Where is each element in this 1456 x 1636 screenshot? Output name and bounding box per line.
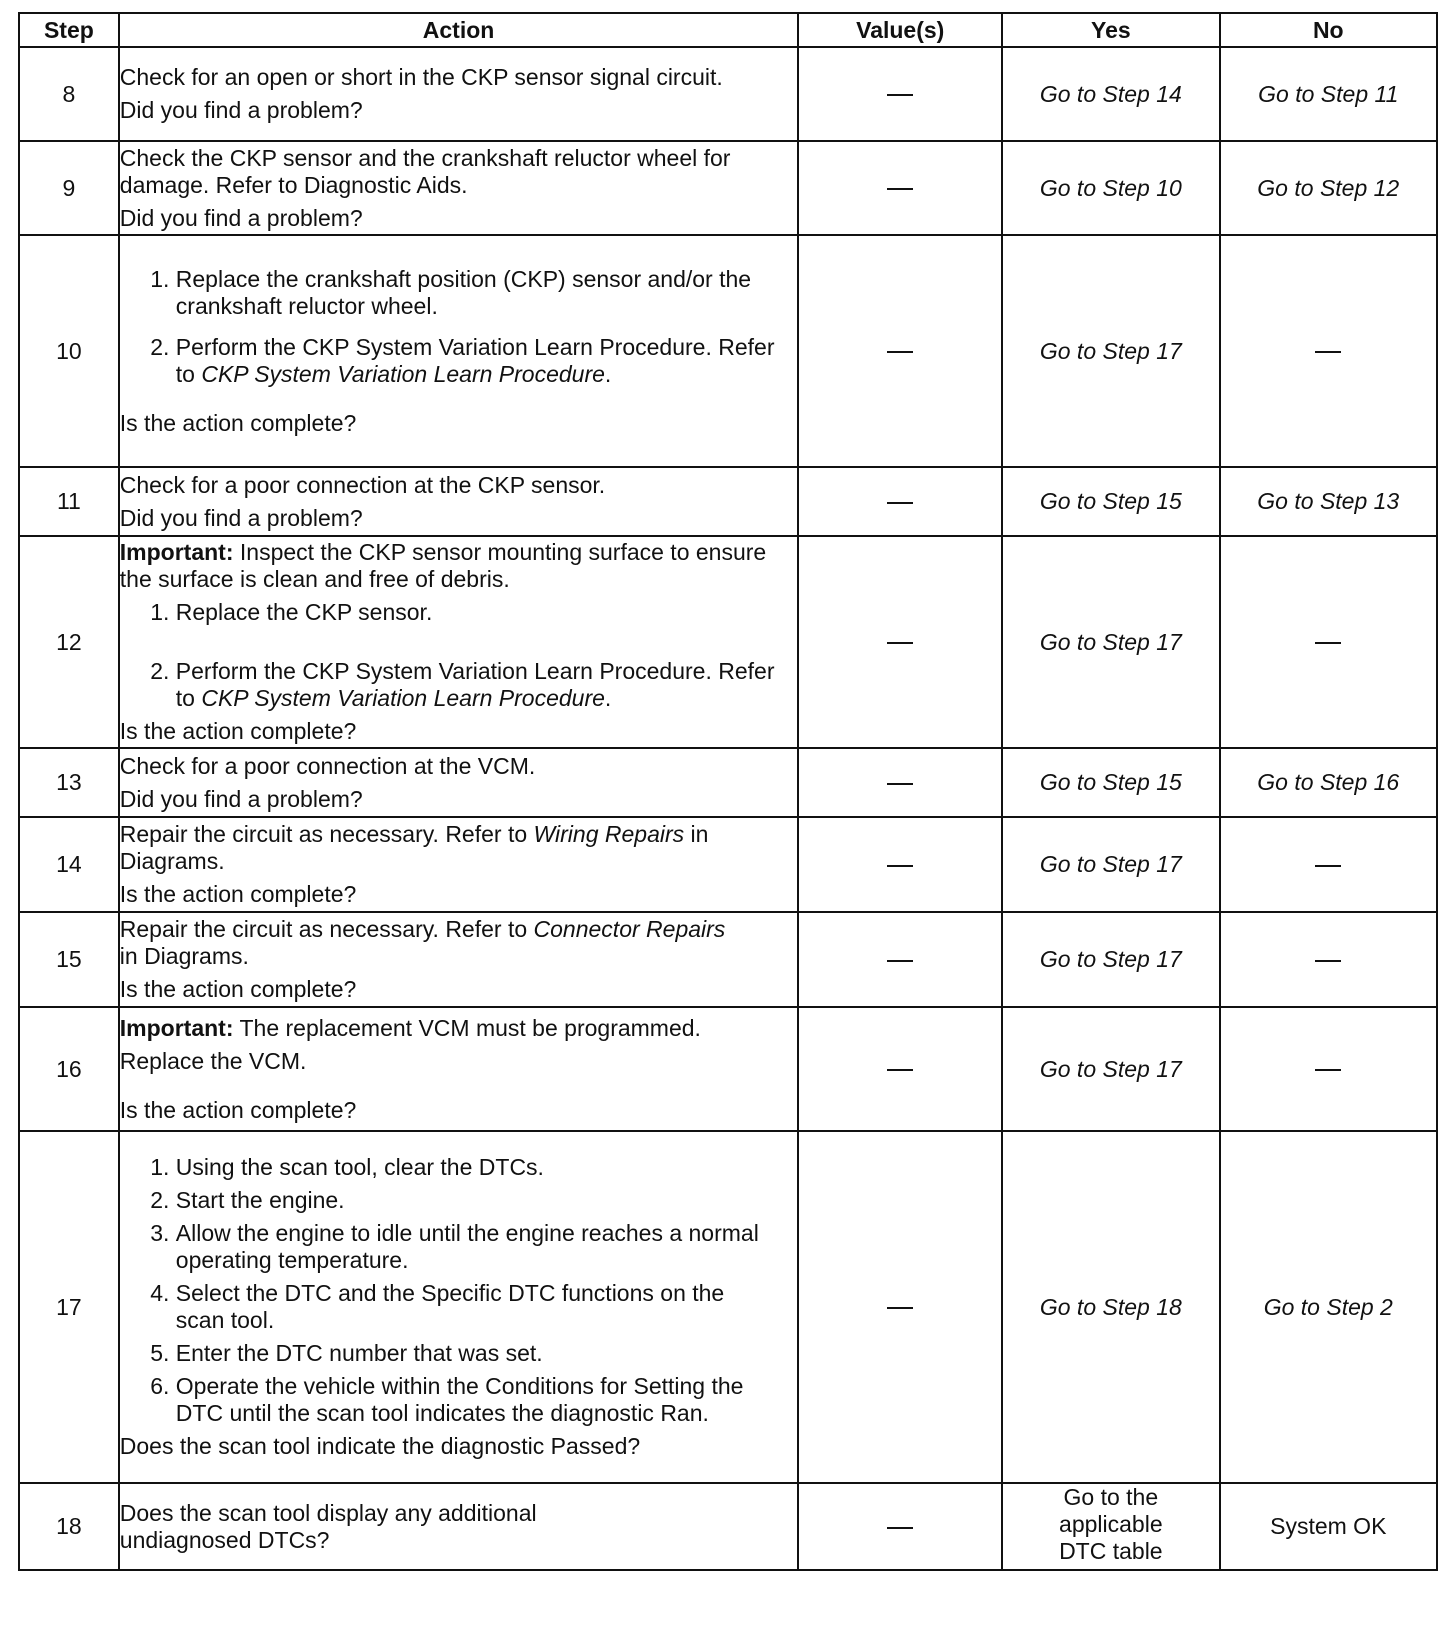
value-cell bbox=[798, 912, 1002, 1007]
value-cell bbox=[798, 1131, 1002, 1483]
step-number: 14 bbox=[19, 817, 119, 912]
value-cell bbox=[798, 47, 1002, 141]
action-text: Check for a poor connection at the VCM. bbox=[119, 752, 536, 779]
action-question: Is the action complete? bbox=[119, 976, 357, 1002]
no-cell bbox=[1220, 1007, 1437, 1131]
step-number: 18 bbox=[19, 1483, 119, 1570]
dash-mark bbox=[887, 642, 913, 644]
no-cell: Go to Step 13 bbox=[1220, 467, 1437, 536]
value-cell bbox=[798, 1007, 1002, 1131]
action-cell bbox=[119, 1007, 799, 1131]
yes-cell: Go to Step 10 bbox=[1002, 141, 1219, 235]
value-cell bbox=[798, 141, 1002, 235]
dash-mark bbox=[1315, 865, 1341, 867]
dash-mark bbox=[887, 1307, 913, 1309]
action-text: Check for a poor connection at the CKP sensor. bbox=[119, 471, 606, 498]
action-cell bbox=[119, 141, 799, 235]
list-item: 1. Replace the crankshaft position (CKP) sensor and/or the crankshaft reluctor wheel. bbox=[176, 266, 798, 320]
table-row bbox=[19, 1007, 1437, 1131]
yes-cell: Go to Step 17 bbox=[1002, 536, 1219, 748]
step-number: 8 bbox=[19, 47, 119, 141]
diagnostic-table bbox=[18, 12, 1438, 1571]
step-number: 9 bbox=[19, 141, 119, 235]
dash-mark bbox=[887, 351, 913, 353]
yes-cell: Go to Step 17 bbox=[1002, 1007, 1219, 1131]
action-cell bbox=[119, 536, 799, 748]
dash-mark bbox=[887, 783, 913, 785]
table-row bbox=[19, 1483, 1437, 1570]
action-question: Is the action complete? bbox=[119, 409, 357, 436]
yes-cell: Go to Step 14 bbox=[1002, 47, 1219, 141]
header-values: Value(s) bbox=[798, 13, 1002, 47]
table-row bbox=[19, 467, 1437, 536]
action-text: Repair the circuit as necessary. Refer to Connector Repairs in Diagrams. bbox=[119, 916, 726, 969]
list-item: 6. Operate the vehicle within the Conditions for Setting the DTC until the scan tool indicates the diagnostic Ran. bbox=[176, 1373, 768, 1427]
action-text: Replace the VCM. bbox=[119, 1047, 307, 1074]
action-question: Did you find a problem? bbox=[119, 504, 363, 531]
list-item: 2. Start the engine. bbox=[176, 1187, 768, 1214]
table-row bbox=[19, 235, 1437, 467]
header-action: Action bbox=[119, 13, 799, 47]
no-cell bbox=[1220, 536, 1437, 748]
action-cell bbox=[119, 467, 799, 536]
step-number: 15 bbox=[19, 912, 119, 1007]
value-cell bbox=[798, 748, 1002, 817]
action-cell bbox=[119, 748, 799, 817]
step-number: 11 bbox=[19, 467, 119, 536]
header-step: Step bbox=[19, 13, 119, 47]
no-cell: Go to Step 11 bbox=[1220, 47, 1437, 141]
yes-cell: Go to Step 17 bbox=[1002, 817, 1219, 912]
no-cell: System OK bbox=[1220, 1483, 1437, 1570]
no-cell bbox=[1220, 817, 1437, 912]
list-item: 2. Perform the CKP System Variation Learn Procedure. Refer to CKP System Variation Learn Procedure. bbox=[176, 658, 798, 712]
value-cell bbox=[798, 817, 1002, 912]
yes-cell: Go to Step 15 bbox=[1002, 467, 1219, 536]
action-question: Is the action complete? bbox=[119, 1096, 357, 1123]
action-steps bbox=[120, 599, 798, 712]
header-row bbox=[19, 13, 1437, 47]
table-row bbox=[19, 912, 1437, 1007]
list-item: 4. Select the DTC and the Specific DTC functions on the scan tool. bbox=[176, 1280, 768, 1334]
action-question: Does the scan tool indicate the diagnostic Passed? bbox=[119, 1433, 641, 1459]
action-steps bbox=[120, 1154, 798, 1427]
yes-cell: Go to Step 18 bbox=[1002, 1131, 1219, 1483]
list-item: 1. Using the scan tool, clear the DTCs. bbox=[176, 1154, 768, 1181]
table-row bbox=[19, 1131, 1437, 1483]
table-row bbox=[19, 141, 1437, 235]
no-cell bbox=[1220, 912, 1437, 1007]
action-question: Is the action complete? bbox=[119, 881, 357, 907]
action-cell bbox=[119, 912, 799, 1007]
value-cell bbox=[798, 1483, 1002, 1570]
no-cell: Go to Step 16 bbox=[1220, 748, 1437, 817]
dash-mark bbox=[887, 865, 913, 867]
important-note: Important: The replacement VCM must be programmed. bbox=[119, 1014, 701, 1041]
yes-cell: Go to Step 17 bbox=[1002, 912, 1219, 1007]
dash-mark bbox=[887, 188, 913, 190]
action-cell bbox=[119, 1483, 799, 1570]
dash-mark bbox=[887, 960, 913, 962]
yes-cell: Go to Step 15 bbox=[1002, 748, 1219, 817]
dash-mark bbox=[887, 1527, 913, 1529]
list-item: 2. Perform the CKP System Variation Learn Procedure. Refer to CKP System Variation Learn Procedure. bbox=[176, 334, 798, 388]
step-number: 12 bbox=[19, 536, 119, 748]
dash-mark bbox=[887, 1069, 913, 1071]
action-cell bbox=[119, 47, 799, 141]
action-question: Is the action complete? bbox=[119, 718, 357, 744]
action-steps bbox=[120, 266, 798, 388]
value-cell bbox=[798, 467, 1002, 536]
no-cell bbox=[1220, 235, 1437, 467]
list-item: 3. Allow the engine to idle until the engine reaches a normal operating temperature. bbox=[176, 1220, 768, 1274]
yes-cell: Go to the applicable DTC table bbox=[1002, 1483, 1219, 1570]
dash-mark bbox=[1315, 960, 1341, 962]
no-cell: Go to Step 12 bbox=[1220, 141, 1437, 235]
table-row bbox=[19, 748, 1437, 817]
dash-mark bbox=[887, 502, 913, 504]
action-cell bbox=[119, 1131, 799, 1483]
list-item: 1. Replace the CKP sensor. bbox=[176, 599, 798, 626]
dash-mark bbox=[1315, 642, 1341, 644]
action-text: Does the scan tool display any additional undiagnosed DTCs? bbox=[119, 1499, 537, 1553]
no-cell: Go to Step 2 bbox=[1220, 1131, 1437, 1483]
dash-mark bbox=[1315, 351, 1341, 353]
header-yes: Yes bbox=[1002, 13, 1219, 47]
step-number: 10 bbox=[19, 235, 119, 467]
value-cell bbox=[798, 536, 1002, 748]
important-note: Important: Inspect the CKP sensor mounting surface to ensure the surface is clean and free of debris. bbox=[119, 539, 767, 592]
action-cell bbox=[119, 235, 799, 467]
value-cell bbox=[798, 235, 1002, 467]
action-text: Repair the circuit as necessary. Refer to Wiring Repairs in Diagrams. bbox=[119, 821, 709, 874]
table-row bbox=[19, 47, 1437, 141]
action-text: Check for an open or short in the CKP sensor signal circuit. bbox=[119, 64, 723, 90]
step-number: 17 bbox=[19, 1131, 119, 1483]
yes-cell: Go to Step 17 bbox=[1002, 235, 1219, 467]
step-number: 13 bbox=[19, 748, 119, 817]
action-question: Did you find a problem? bbox=[119, 204, 363, 231]
step-number: 16 bbox=[19, 1007, 119, 1131]
action-text: Check the CKP sensor and the crankshaft reluctor wheel for damage. Refer to Diagnostic Aids. bbox=[119, 144, 731, 198]
dash-mark bbox=[1315, 1069, 1341, 1071]
dash-mark bbox=[887, 94, 913, 96]
action-cell bbox=[119, 817, 799, 912]
action-question: Did you find a problem? bbox=[119, 97, 363, 123]
action-question: Did you find a problem? bbox=[119, 785, 363, 812]
table-row bbox=[19, 817, 1437, 912]
table-row bbox=[19, 536, 1437, 748]
header-no: No bbox=[1220, 13, 1437, 47]
list-item: 5. Enter the DTC number that was set. bbox=[176, 1340, 768, 1367]
